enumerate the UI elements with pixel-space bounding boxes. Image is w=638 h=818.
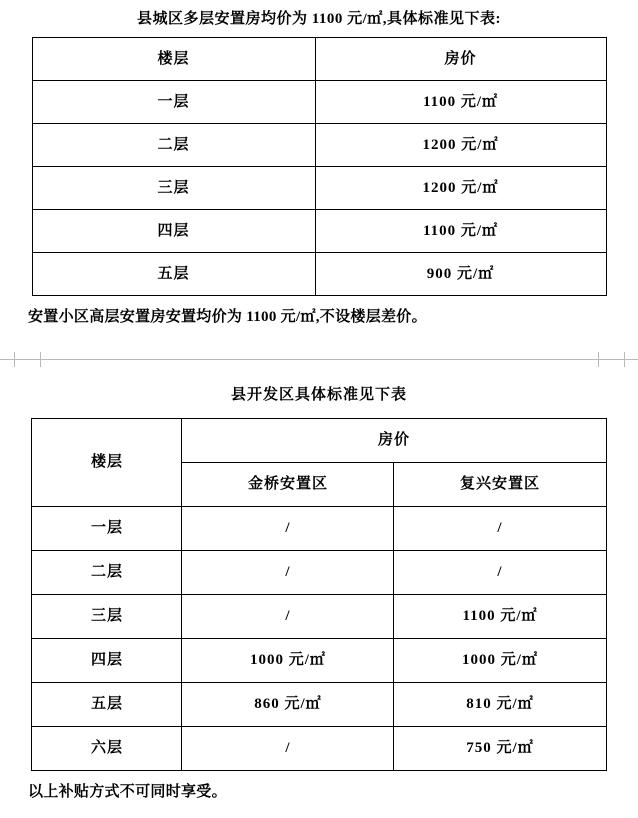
section2-footer-text: 以上补贴方式不可同时享受。	[28, 783, 227, 800]
cell-floor: 二层	[32, 124, 315, 167]
cell-floor: 一层	[32, 506, 182, 550]
separator-tick-left-inner	[40, 352, 41, 367]
column-subheader-fuxing: 复兴安置区	[394, 462, 606, 506]
cell-floor: 五层	[32, 253, 315, 296]
separator-tick-right-outer	[624, 352, 625, 367]
cell-price: 1200 元/㎡	[315, 124, 606, 167]
cell-floor: 六层	[32, 726, 182, 770]
cell-price: 1100 元/㎡	[315, 210, 606, 253]
separator-line	[0, 359, 638, 360]
cell-price: 1100 元/㎡	[315, 81, 606, 124]
cell-price: 900 元/㎡	[315, 253, 606, 296]
cell-floor: 三层	[32, 167, 315, 210]
cell-jinqiao-price: 860 元/㎡	[182, 682, 394, 726]
cell-jinqiao-price: /	[182, 550, 394, 594]
cell-price: 1200 元/㎡	[315, 167, 606, 210]
table-row	[32, 506, 606, 550]
cell-floor: 一层	[32, 81, 315, 124]
cell-fuxing-price: 1100 元/㎡	[394, 594, 606, 638]
table-row	[32, 550, 606, 594]
column-header-floor: 楼层	[32, 38, 315, 81]
cell-jinqiao-price: 1000 元/㎡	[182, 638, 394, 682]
section-separator	[0, 343, 638, 377]
table-row	[32, 210, 606, 253]
multi-storey-price-table	[32, 37, 607, 296]
column-header-price: 房价	[182, 418, 606, 462]
cell-floor: 四层	[32, 638, 182, 682]
table-row	[32, 682, 606, 726]
cell-fuxing-price: 750 元/㎡	[394, 726, 606, 770]
section1-note-text: 安置小区高层安置房安置均价为 1100 元/㎡,不设楼层差价。	[28, 309, 427, 325]
cell-fuxing-price: /	[394, 550, 606, 594]
separator-tick-left-outer	[14, 352, 15, 367]
column-subheader-jinqiao: 金桥安置区	[182, 462, 394, 506]
cell-floor: 五层	[32, 682, 182, 726]
column-header-price: 房价	[315, 38, 606, 81]
table-row	[32, 253, 606, 296]
table-header-row	[32, 38, 606, 81]
section2-title: 县开发区具体标准见下表	[230, 386, 407, 403]
table-row	[32, 167, 606, 210]
table-row	[32, 124, 606, 167]
cell-fuxing-price: 810 元/㎡	[394, 682, 606, 726]
cell-floor: 四层	[32, 210, 315, 253]
cell-fuxing-price: /	[394, 506, 606, 550]
separator-tick-right-inner	[598, 352, 599, 367]
table-row	[32, 594, 606, 638]
cell-fuxing-price: 1000 元/㎡	[394, 638, 606, 682]
section1-intro-text: 县城区多层安置房均价为 1100 元/㎡,具体标准见下表:	[136, 11, 502, 27]
table-row	[32, 638, 606, 682]
table-header-row	[32, 418, 606, 462]
column-header-floor: 楼层	[32, 418, 182, 506]
document-page	[0, 9, 638, 818]
table-row	[32, 726, 606, 770]
table-row	[32, 81, 606, 124]
cell-floor: 二层	[32, 550, 182, 594]
cell-jinqiao-price: /	[182, 726, 394, 770]
development-zone-price-table	[31, 418, 606, 771]
cell-floor: 三层	[32, 594, 182, 638]
cell-jinqiao-price: /	[182, 594, 394, 638]
cell-jinqiao-price: /	[182, 506, 394, 550]
